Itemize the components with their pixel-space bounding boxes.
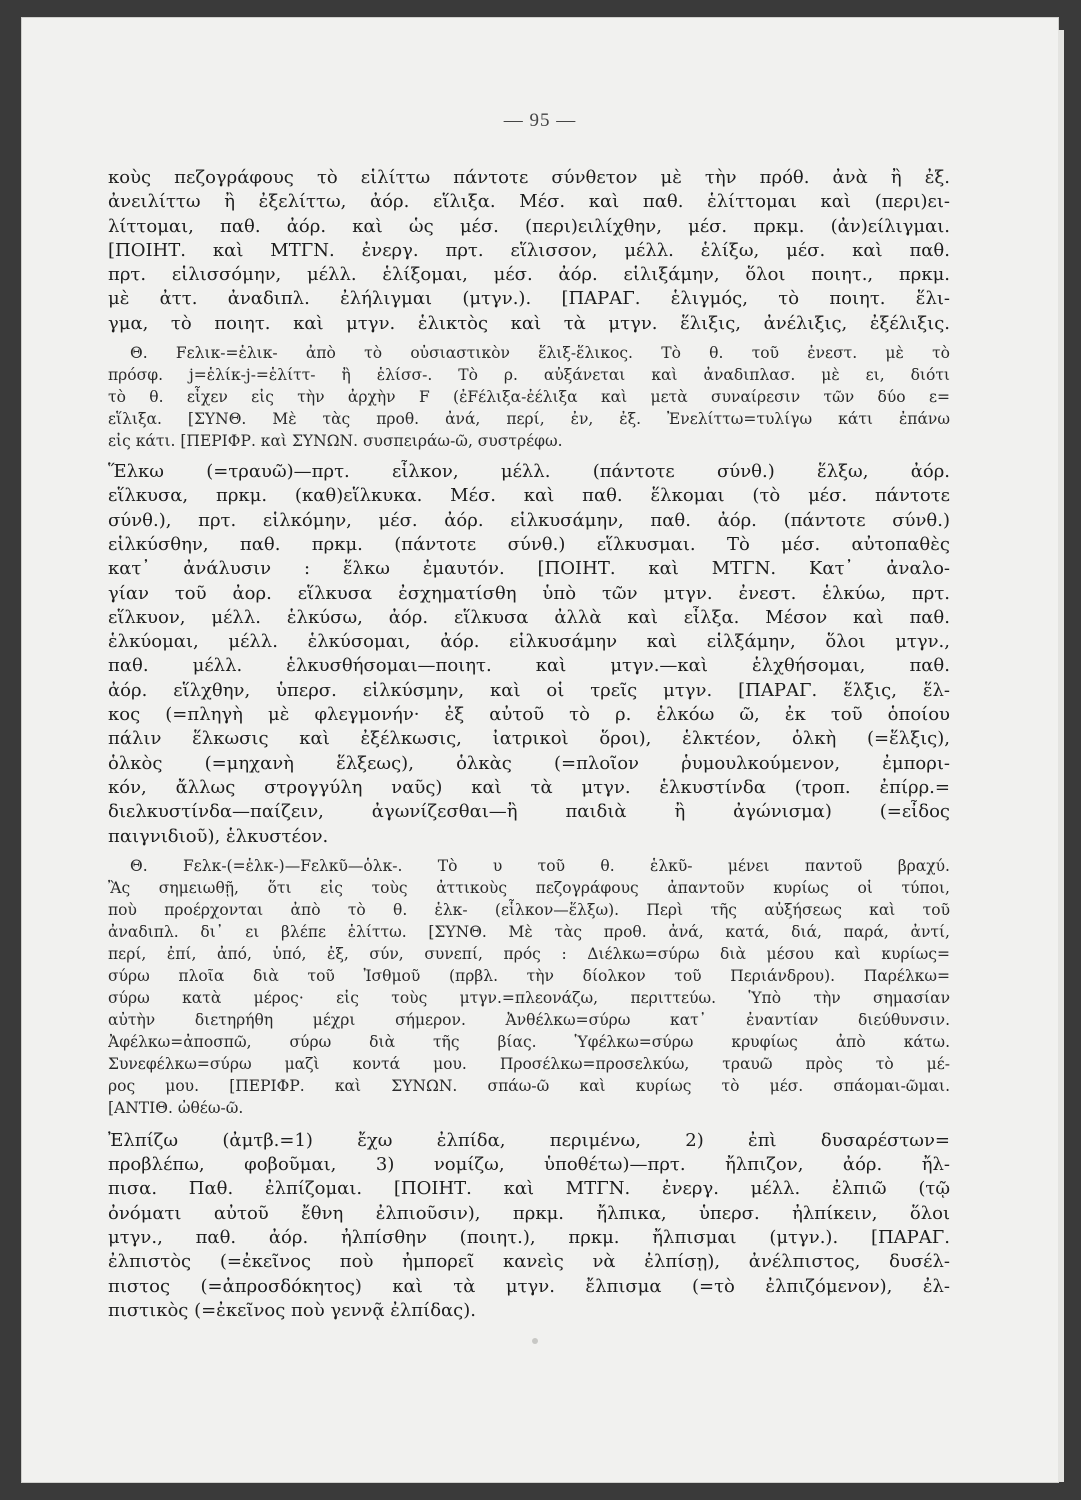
- text-line: ἐλπιστὸς (=ἐκεῖνος ποὺ ἠμπορεῖ κανεὶς νὰ ἐλπίσῃ), ἀνέλπιστος, δυσέλ-: [108, 1251, 950, 1273]
- entry-elko-etymology: [108, 855, 950, 1119]
- page-number: — 95 —: [503, 110, 577, 131]
- book-page: [22, 18, 1058, 1482]
- text-line: κόν, ἄλλως στρογγύλη ναῦς) καὶ τὰ μτγν. ἑλκυστίνδα (τροπ. ἐπίρρ.=: [108, 776, 950, 798]
- text-line: ὁλκὸς (=μηχανὴ ἕλξεως), ὁλκὰς (=πλοῖον ῥυμουλκούμενον, ἐμπορι-: [108, 752, 950, 774]
- text-line: γμα, τὸ ποιητ. καὶ μτγν. ἑλικτὸς καὶ τὰ μτγν. ἕλιξις, ἀνέλιξις, ἐξέλιξις.: [108, 312, 950, 334]
- text-line: ὀνόματι αὐτοῦ ἔθνη ἐλπιοῦσιν), πρκμ. ἤλπικα, ὑπερσ. ἠλπίκειν, ὅλοι: [108, 1202, 950, 1224]
- text-line: πισα. Παθ. ἐλπίζομαι. [ΠΟΙΗΤ. καὶ ΜΤΓΝ. ἐνεργ. μέλλ. ἐλπιῶ (τῷ: [108, 1178, 950, 1200]
- etymology-line: αὐτὴν διετηρήθη μέχρι σήμερον. Ἀνθέλκω=σύρω κατ᾿ ἐναντίαν διεύθυνσιν.: [108, 1010, 950, 1029]
- text-line: [ΠΟΙΗΤ. καὶ ΜΤΓΝ. ἐνεργ. πρτ. εἵλισσον, μέλλ. ἑλίξω, μέσ. καὶ παθ.: [108, 239, 950, 261]
- text-line: μτγν., παθ. ἀόρ. ἠλπίσθην (ποιητ.), πρκμ. ἤλπισμαι (μτγν.). [ΠΑΡΑΓ.: [108, 1227, 950, 1249]
- text-line: εἵλκυσα, πρκμ. (καθ)εἵλκυκα. Μέσ. καὶ παθ. ἕλκομαι (τὸ μέσ. πάντοτε: [108, 485, 950, 507]
- text-line: κος (=πληγὴ μὲ φλεγμονήν· ἐξ αὐτοῦ τὸ ρ. ἑλκόω ῶ, ἐκ τοῦ ὁποίου: [108, 704, 950, 726]
- etymology-line: εἵλιξα. [ΣΥΝΘ. Μὲ τὰς προθ. ἀνά, περί, ἐν, ἐξ. Ἐνελίττω=τυλίγω κάτι ἐπάνω: [108, 410, 950, 429]
- etymology-line: τὸ θ. εἶχεν εἰς τὴν ἀρχὴν F (ἐFέλιξα-ἐέλιξα καὶ μετὰ συναίρεσιν τῶν δύο ε=: [108, 388, 950, 407]
- page-edge-shadow: [1058, 30, 1064, 1482]
- text-line: παιγνιδιοῦ), ἑλκυστέον.: [108, 825, 329, 847]
- text-line: προβλέπω, φοβοῦμαι, 3) νομίζω, ὑποθέτω)—πρτ. ἤλπιζον, ἀόρ. ἤλ-: [108, 1154, 950, 1176]
- text-line: ἀόρ. εἵλχθην, ὑπερσ. εἱλκύσμην, καὶ οἱ τρεῖς μτγν. [ΠΑΡΑΓ. ἕλξις, ἕλ-: [108, 679, 950, 701]
- etymology-line: Ἂς σημειωθῇ, ὅτι εἰς τοὺς ἀττικοὺς πεζογράφους ἀπαντοῦν κυρίως οἱ τύποι,: [108, 878, 950, 897]
- headword-line: Ἐλπίζω (ἀμτβ.=1) ἔχω ἐλπίδα, περιμένω, 2) ἐπὶ δυσαρέστων=: [108, 1129, 950, 1151]
- text-line: εἵλκυον, μέλλ. ἑλκύσω, ἀόρ. εἵλκυσα ἀλλὰ καὶ εἷλξα. Μέσον καὶ παθ.: [108, 606, 950, 628]
- etymology-line: ἀναδιπλ. δι᾿ ει βλέπε ἑλίττω. [ΣΥΝΘ. Μὲ τὰς προθ. ἀνά, κατά, διά, παρά, ἀντί,: [108, 922, 950, 941]
- etymology-line: εἰς κάτι. [ΠΕΡΙΦΡ. καὶ ΣΥΝΩΝ. συσπειράω-ῶ, συστρέφω.: [108, 432, 563, 451]
- etymology-line: σύρω πλοῖα διὰ τοῦ Ἰσθμοῦ (πρβλ. τὴν δίολκον τοῦ Περιάνδρου). Παρέλκω=: [108, 966, 950, 985]
- etymology-line: Συνεφέλκω=σύρω μαζὶ κοντά μου. Προσέλκω=προσελκύω, τραυῶ πρὸς τὸ μέ-: [108, 1054, 950, 1073]
- etymology-line: Θ. Fελικ-=ἑλικ- ἀπὸ τὸ οὐσιαστικὸν ἕλιξ-ἕλικος. Τὸ θ. τοῦ ἐνεστ. μὲ τὸ: [130, 344, 950, 363]
- headword-line: Ἕλκω (=τραυῶ)—πρτ. εἷλκον, μέλλ. (πάντοτε σύνθ.) ἕλξω, ἀόρ.: [108, 461, 950, 483]
- text-line: κατ᾿ ἀνάλυσιν : ἕλκω ἐμαυτόν. [ΠΟΙΗΤ. καὶ ΜΤΓΝ. Κατ᾿ ἀναλο-: [108, 558, 950, 580]
- text-line: πάλιν ἕλκωσις καὶ ἐξέλκωσις, ἰατρικοὶ ὅροι), ἑλκτέον, ὁλκὴ (=ἕλξις),: [108, 728, 950, 750]
- entry-elko: [108, 460, 950, 849]
- text-line: κοὺς πεζογράφους τὸ εἱλίττω πάντοτε σύνθετον μὲ τὴν πρόθ. ἀνὰ ἢ ἐξ.: [108, 167, 950, 188]
- text-line: πιστος (=ἀπροσδόκητος) καὶ τὰ μτγν. ἔλπισμα (=τὸ ἐλπιζόμενον), ἐλ-: [108, 1275, 950, 1297]
- text-line: λίττομαι, παθ. ἀόρ. καὶ ὡς μέσ. (περι)ειλίχθην, μέσ. πρκμ. (ἀν)είλιγμαι.: [108, 215, 950, 237]
- entry-elpizo: [108, 1129, 950, 1323]
- paper-speck: [532, 1338, 538, 1344]
- text-line: εἱλκύσθην, παθ. πρκμ. (πάντοτε σύνθ.) εἵλκυσμαι. Τὸ μέσ. αὐτοπαθὲς: [108, 533, 950, 555]
- text-line: πιστικὸς (=ἐκεῖνος ποὺ γεννᾷ ἐλπίδας).: [108, 1299, 477, 1321]
- etymology-line: Ἀφέλκω=ἀποσπῶ, σύρω διὰ τῆς βίας. Ὑφέλκω=σύρω κρυφίως ἀπὸ κάτω.: [108, 1032, 950, 1051]
- etymology-line: περί, ἐπί, ἀπό, ὑπό, ἐξ, σύν, συνεπί, πρός : Διέλκω=σύρω διὰ μέσου καὶ κυρίως=: [108, 944, 950, 963]
- text-line: μὲ ἀττ. ἀναδιπλ. ἐλήλιγμαι (μτγν.). [ΠΑΡΑΓ. ἑλιγμός, τὸ ποιητ. ἕλι-: [108, 288, 950, 310]
- text-line: σύνθ.), πρτ. εἱλκόμην, μέσ. ἀόρ. εἱλκυσάμην, παθ. ἀόρ. (πάντοτε σύνθ.): [108, 509, 950, 531]
- text-line: γίαν τοῦ ἀορ. εἵλκυσα ἐσχηματίσθη ὑπὸ τῶν μτγν. ἐνεστ. ἑλκύω, πρτ.: [108, 582, 950, 604]
- etymology-line: ρος μου. [ΠΕΡΙΦΡ. καὶ ΣΥΝΩΝ. σπάω-ῶ καὶ κυρίως τὸ μέσ. σπάομαι-ῶμαι.: [108, 1076, 950, 1095]
- etymology-line: [ΑΝΤΙΘ. ὠθέω-ῶ.: [108, 1098, 244, 1117]
- text-line: ἀνειλίττω ἢ ἐξελίττω, ἀόρ. εἵλιξα. Μέσ. καὶ παθ. ἑλίττομαι καὶ (περι)ει-: [108, 191, 950, 213]
- etymology-line: πρόσφ. j=ἑλίκ-j-=ἑλίττ- ἢ ἑλίσσ-. Τὸ ρ. αὐξάνεται καὶ ἀναδιπλασ. μὲ ει, διότι: [108, 366, 950, 385]
- entry-elisso-tail: [108, 166, 950, 336]
- text-line: ἑλκύομαι, μέλλ. ἑλκύσομαι, ἀόρ. εἱλκυσάμην καὶ εἱλξάμην, ὅλοι μτγν.,: [108, 631, 950, 653]
- entry-elisso-etymology: [108, 342, 950, 452]
- text-line: πρτ. εἱλισσόμην, μέλλ. ἑλίξομαι, μέσ. ἀόρ. εἱλιξάμην, ὅλοι ποιητ., πρκμ.: [108, 264, 950, 286]
- text-line: διελκυστίνδα—παίζειν, ἀγωνίζεσθαι—ἢ παιδιὰ ἢ ἀγώνισμα) (=εἶδος: [108, 801, 950, 823]
- etymology-line: ποὺ προέρχονται ἀπὸ τὸ θ. ἑλκ- (εἷλκον—ἕλξω). Περὶ τῆς αὐξήσεως καὶ τοῦ: [108, 900, 950, 919]
- page-text: [108, 166, 950, 1329]
- etymology-line: Θ. Fελκ-(=ἑλκ-)—Fελκῦ—ὁλκ-. Τὸ υ τοῦ θ. ἑλκῦ- μένει παντοῦ βραχύ.: [130, 856, 950, 875]
- text-line: παθ. μέλλ. ἑλκυσθήσομαι—ποιητ. καὶ μτγν.—καὶ ἑλχθήσομαι, παθ.: [108, 655, 950, 677]
- etymology-line: σύρω κατὰ μέρος· εἰς τοὺς μτγν.=πλεονάζω, περιττεύω. Ὑπὸ τὴν σημασίαν: [108, 988, 950, 1007]
